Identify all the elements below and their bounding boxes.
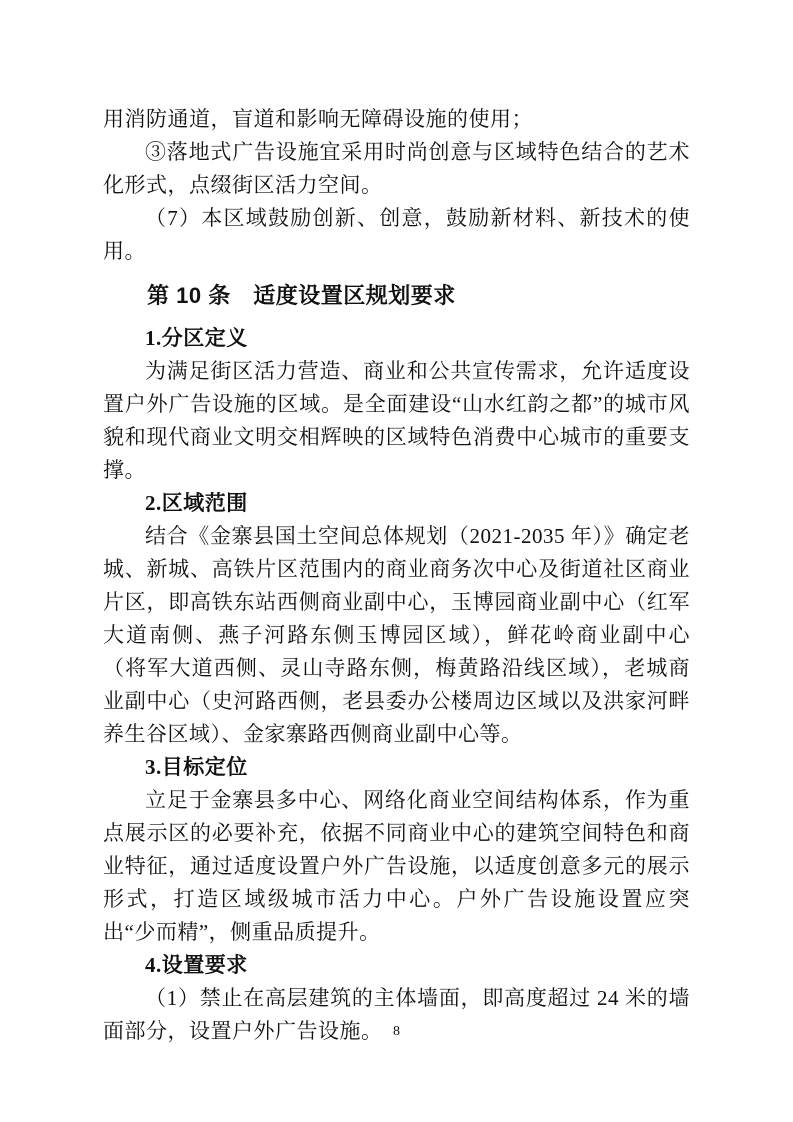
section-heading-1: 1.分区定义 [145,326,248,350]
page-number: 8 [393,1024,400,1039]
section-heading-2: 2.区域范围 [145,491,248,515]
paragraph: 为满足街区活力营造、商业和公共宣传需求，允许适度设置户外广告设施的区域。是全面建设“山水红韵之都”的城市风貌和现代商业文明交相辉映的区域特色消费中心城市的重要支撑。 [103,359,690,482]
article-heading: 第 10 条 适度设置区规划要求 [147,283,456,308]
section-heading-3: 3.目标定位 [145,755,248,779]
paragraph: （7）本区域鼓励创新、创意，鼓励新材料、新技术的使用。 [103,206,690,263]
paragraph: 立足于金寨县多中心、网络化商业空间结构体系，作为重点展示区的必要补充，依据不同商业中心的建筑空间特色和商业特征，通过适度设置户外广告设施，以适度创意多元的展示形式，打造区域级城市活力中心。户外广告设施设置应突出“少而精”，侧重品质提升。 [103,788,690,944]
paragraph: （1）禁止在高层建筑的主体墙面，即高度超过 24 米的墙面部分，设置户外广告设施。 [103,986,690,1043]
paragraph: ③落地式广告设施宜采用时尚创意与区域特色结合的艺术化形式，点缀街区活力空间。 [103,140,690,197]
section-heading-4: 4.设置要求 [145,953,248,977]
paragraph-continuation: 用消防通道，盲道和影响无障碍设施的使用； [103,107,533,131]
page-content [103,103,690,1048]
paragraph: 结合《金寨县国土空间总体规划（2021-2035 年）》确定老城、新城、高铁片区范围内的商业商务次中心及街道社区商业片区，即高铁东站西侧商业副中心，玉博园商业副中心（红军大道南侧、燕子河路东侧玉博园区域），鲜花岭商业副中心（将军大道西侧、灵山寺路东侧，梅黄路沿线区域），老城商业副中心（史河路西侧，老县委办公楼周边区域以及洪家河畔养生谷区域）、金家寨路西侧商业副中心等。 [103,524,690,746]
